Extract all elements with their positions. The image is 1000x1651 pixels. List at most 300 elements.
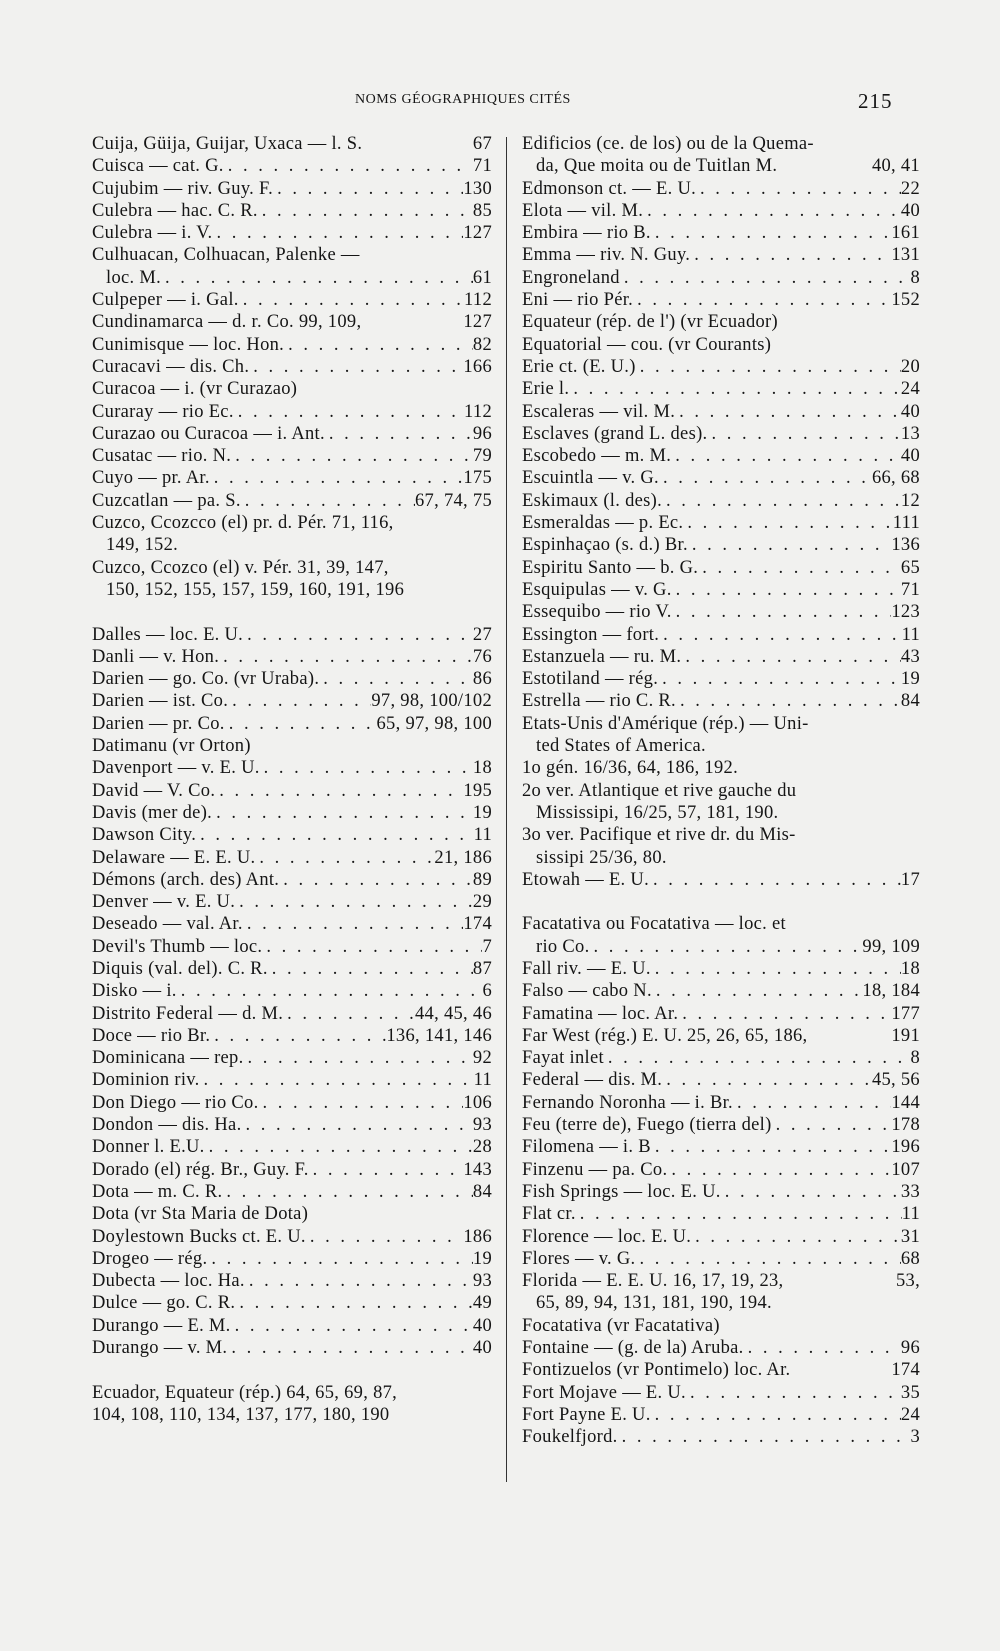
entry-name: Espiritu Santo — b. G. (522, 557, 699, 578)
dot-leader (691, 1226, 901, 1248)
entry-name: Curazao ou Curacoa — i. Ant. (92, 423, 325, 444)
index-entry (522, 1270, 920, 1292)
index-entry (522, 1025, 920, 1047)
entry-page-ref: 196 (891, 1137, 920, 1158)
entry-page-ref: 84 (900, 691, 920, 712)
index-entry: Focatativa (vr Facatativa) (522, 1315, 720, 1336)
index-entry (522, 244, 920, 266)
dot-leader (696, 178, 901, 200)
entry-page-ref: 177 (891, 1003, 920, 1024)
dot-leader (744, 1337, 901, 1359)
entry-page-ref: 127 (463, 223, 492, 244)
index-entry (522, 1382, 920, 1404)
entry-page-ref: 6 (482, 981, 492, 1002)
entry-name: Essequibo — rio V. (522, 602, 672, 623)
index-entry: Edificios (ce. de los) ou de la Quema- (522, 134, 814, 154)
index-entry (522, 1248, 920, 1270)
entry-name: Fish Springs — loc. E. U. (522, 1181, 721, 1202)
dot-leader (212, 222, 463, 244)
dot-leader (325, 423, 473, 445)
entry-page-ref: 53, (895, 1271, 920, 1292)
entry-name: Delaware — E. E. U. (92, 847, 256, 868)
entry-page-ref: 45, 56 (871, 1070, 920, 1091)
entry-page-ref: 112 (464, 401, 492, 422)
section-gap (92, 601, 492, 623)
entry-name: Dubecta — loc. Ha. (92, 1271, 245, 1292)
entry-page-ref: 79 (472, 446, 492, 467)
index-entry (522, 534, 920, 556)
entry-page-ref: 40 (900, 401, 920, 422)
entry-name: Dondon — dis. Ha. (92, 1115, 242, 1136)
index-entry: Facatativa ou Focatativa — loc. et (522, 914, 786, 935)
dot-leader (210, 467, 464, 489)
entry-page-ref: 33 (900, 1181, 920, 1202)
index-entry: 1o gén. 16/36, 64, 186, 192. (522, 758, 739, 779)
dot-leader (210, 1025, 386, 1047)
entry-page-ref: 35 (900, 1382, 920, 1403)
entry-page-ref: 85 (472, 200, 492, 221)
entry-page-ref: 174 (891, 1360, 920, 1381)
entry-name: Darien — pr. Co. (92, 713, 225, 734)
entry-page-ref: 49 (472, 1293, 492, 1314)
entry-name: Donner l. E.U. (92, 1137, 205, 1158)
dot-leader (268, 958, 473, 980)
entry-page-ref: 71 (472, 156, 492, 177)
index-entry (522, 980, 920, 1002)
dot-leader (260, 757, 473, 779)
entry-name: Fort Mojave — E. U. (522, 1382, 686, 1403)
entry-page-ref: 22 (900, 178, 920, 199)
entry-name: Dulce — go. C. R. (92, 1293, 236, 1314)
entry-page-ref: 175 (463, 468, 492, 489)
entry-name: Escuintla — v. G. (522, 468, 659, 489)
entry-name: Florence — loc. E. U. (522, 1226, 692, 1247)
dot-leader (212, 802, 473, 824)
index-entry (92, 445, 492, 467)
index-entry: Dota (vr Sta Maria de Dota) (92, 1204, 309, 1225)
index-entry: 104, 108, 110, 134, 137, 177, 180, 190 (92, 1404, 390, 1425)
index-entry (522, 1226, 920, 1248)
entry-page-ref: 11 (473, 825, 492, 846)
entry-page-ref: 3 (910, 1427, 920, 1448)
index-entry (92, 713, 492, 735)
entry-page-ref: 67 (472, 134, 492, 154)
index-entry (522, 601, 920, 623)
entry-page-ref: 89 (472, 869, 492, 890)
index-entry (92, 1047, 492, 1069)
entry-page-ref: 28 (472, 1137, 492, 1158)
index-entry (92, 1292, 492, 1314)
entry-name: Dorado (el) rég. Br., Guy. F. (92, 1159, 309, 1180)
entry-continuation: 149, 152. (106, 535, 179, 556)
index-entry: Datimanu (vr Orton) (92, 736, 251, 757)
dot-leader (284, 334, 473, 356)
index-entry (522, 1426, 920, 1448)
entry-name: Darien — go. Co. (vr Uraba). (92, 669, 320, 690)
index-entry (522, 222, 920, 244)
entry-name: Edmonson ct. — E. U. (522, 178, 697, 199)
entry-name: Feu (terre de), Fuego (tierra del) (522, 1115, 772, 1136)
entry-page-ref: 68 (900, 1248, 920, 1269)
entry-page-ref: 152 (891, 290, 920, 311)
index-entry: 3o ver. Pacifique et rive dr. du Mis- (522, 825, 796, 846)
entry-page-ref: 31 (900, 1226, 920, 1247)
index-entry (92, 869, 492, 891)
index-entry (92, 178, 492, 200)
dot-leader (222, 1181, 472, 1203)
entry-name: Eskimaux (l. des). (522, 490, 663, 511)
dot-leader (225, 713, 377, 735)
entry-page-ref: 92 (472, 1048, 492, 1069)
entry-name: Filomena — i. B (522, 1137, 651, 1158)
index-entry (92, 624, 492, 646)
entry-page-ref: 19 (472, 1248, 492, 1269)
dot-leader (243, 913, 464, 935)
index-entry (522, 1136, 920, 1158)
dot-leader (306, 1226, 463, 1248)
index-entry (92, 891, 492, 913)
dot-leader (721, 1181, 901, 1203)
index-entry (92, 913, 492, 935)
dot-leader (279, 869, 473, 891)
index-entry (522, 490, 920, 512)
entry-name: Federal — dis. M. (522, 1070, 663, 1091)
index-entry (522, 1203, 920, 1225)
entry-name: Cuyo — pr. Ar. (92, 468, 210, 489)
index-entry (522, 958, 920, 980)
dot-leader (219, 646, 473, 668)
entry-page-ref: 111 (892, 513, 920, 534)
dot-leader (659, 624, 901, 646)
index-entry (92, 467, 492, 489)
index-entry: Equateur (rép. de l') (vr Ecuador) (522, 312, 778, 333)
dot-leader (643, 200, 901, 222)
index-column-right (522, 133, 920, 1449)
entry-page-ref: 21, 186 (434, 847, 492, 868)
entry-name: Erie ct. (E. U.) (522, 356, 636, 377)
index-entry (92, 356, 492, 378)
entry-page-ref: 18, 184 (862, 981, 920, 1002)
dot-leader (590, 936, 863, 958)
index-entry (92, 1114, 492, 1136)
entry-name: Esmeraldas — p. Ec. (522, 513, 684, 534)
dot-leader (255, 847, 434, 869)
dot-leader (231, 445, 473, 467)
index-entry (522, 1181, 920, 1203)
dot-leader (205, 1136, 473, 1158)
index-entry (522, 467, 920, 489)
entry-page-ref: 11 (901, 624, 920, 645)
entry-page-ref: 19 (900, 669, 920, 690)
entry-page-ref: 67, 74, 75 (415, 490, 492, 511)
entry-name: Elota — vil. M. (522, 200, 644, 221)
entry-page-ref: 191 (891, 1025, 920, 1046)
index-entry (522, 356, 920, 378)
entry-page-ref: 107 (891, 1159, 920, 1180)
dot-leader (249, 356, 463, 378)
dot-leader (698, 557, 901, 579)
index-entry (522, 1114, 920, 1136)
index-entry (522, 1337, 920, 1359)
entry-page-ref: 178 (891, 1115, 920, 1136)
dot-leader (309, 1159, 464, 1181)
dot-leader (235, 891, 473, 913)
entry-page-ref: 7 (482, 936, 492, 957)
entry-name: Darien — ist. Co. (92, 691, 229, 712)
section-gap (522, 891, 920, 913)
entry-page-ref: 61 (472, 267, 492, 288)
dot-leader (662, 490, 901, 512)
dot-leader (245, 1270, 473, 1292)
dot-leader (662, 1069, 872, 1091)
index-entry (92, 155, 492, 177)
index-entry (522, 267, 920, 289)
entry-name: Cuisca — cat. G. (92, 156, 224, 177)
dot-leader (618, 1426, 911, 1448)
index-entry (522, 936, 920, 958)
entry-page-ref: 106 (463, 1092, 492, 1113)
entry-page-ref: 43 (900, 646, 920, 667)
index-entry (522, 1359, 920, 1381)
entry-name: Escobedo — m. M. (522, 446, 672, 467)
entry-page-ref: 27 (472, 624, 492, 645)
entry-page-ref: 18 (900, 958, 920, 979)
dot-leader (620, 267, 911, 289)
dot-leader (633, 289, 891, 311)
index-entry (92, 289, 492, 311)
entry-name: Curaray — rio Ec. (92, 401, 234, 422)
dot-leader (207, 1248, 473, 1270)
dot-leader (652, 980, 863, 1002)
section-gap (92, 1359, 492, 1381)
index-entry (522, 579, 920, 601)
entry-name: Deseado — val. Ar. (92, 914, 243, 935)
entry-page-ref: 11 (901, 1204, 920, 1225)
entry-name: Culpeper — i. Gal. (92, 290, 239, 311)
index-entry (92, 958, 492, 980)
index-entry (92, 1025, 492, 1047)
entry-page-ref: 96 (472, 423, 492, 444)
index-entry (92, 1270, 492, 1292)
dot-leader (243, 624, 473, 646)
entry-name: Espinhaçao (s. d.) Br. (522, 535, 688, 556)
entry-page-ref: 24 (900, 1404, 920, 1425)
entry-name: Florida — E. E. U. 16, 17, 19, 23, (522, 1271, 784, 1292)
running-title: NOMS GÉOGRAPHIQUES CITÉS (355, 92, 571, 107)
dot-leader (161, 267, 473, 289)
entry-name: Etowah — E. U. (522, 869, 649, 890)
entry-page-ref: 13 (900, 423, 920, 444)
entry-name: Falso — cabo N. (522, 981, 652, 1002)
entry-name: Flat cr. (522, 1204, 576, 1225)
entry-name: Fernando Noronha — i. Br. (522, 1092, 733, 1113)
dot-leader (683, 512, 892, 534)
entry-page-ref: 144 (891, 1092, 920, 1113)
index-entry (92, 401, 492, 423)
entry-page-ref: 93 (472, 1115, 492, 1136)
index-entry (92, 936, 492, 958)
dot-leader (196, 824, 473, 846)
entry-page-ref: 93 (472, 1271, 492, 1292)
entry-name: Doylestown Bucks ct. E. U. (92, 1226, 306, 1247)
index-entry (522, 557, 920, 579)
entry-page-ref: 65, 97, 98, 100 (376, 713, 492, 734)
index-entry (522, 668, 920, 690)
dot-leader (576, 1203, 902, 1225)
entry-name: Finzenu — pa. Co. (522, 1159, 668, 1180)
index-entry (92, 334, 492, 356)
entry-name: Dota — m. C. R. (92, 1181, 223, 1202)
index-entry (92, 1248, 492, 1270)
entry-name: Devil's Thumb — loc. (92, 936, 263, 957)
index-entry (92, 780, 492, 802)
index-entry (92, 267, 492, 289)
dot-leader (733, 1092, 891, 1114)
entry-name: Estotiland — rég. (522, 669, 659, 690)
index-entry (522, 401, 920, 423)
dot-leader (235, 1292, 473, 1314)
entry-page-ref: 19 (472, 802, 492, 823)
entry-name: Eni — rio Pér. (522, 290, 634, 311)
index-entry (92, 1337, 492, 1359)
index-entry: 2o ver. Atlantique et rive gauche du (522, 780, 797, 801)
index-entry (522, 624, 920, 646)
index-entry (92, 847, 492, 869)
entry-name: Esquipulas — v. G. (522, 579, 672, 600)
dot-leader (690, 244, 891, 266)
entry-page-ref: 71 (900, 579, 920, 600)
entry-name: Essington — fort. (522, 624, 660, 645)
entry-page-ref: 86 (472, 669, 492, 690)
entry-name: Culebra — hac. C. R. (92, 200, 258, 221)
entry-name: Fayat inlet (522, 1048, 604, 1069)
entry-page-ref: 76 (472, 646, 492, 667)
entry-name: Cundinamarca — d. r. Co. 99, 109, (92, 312, 362, 333)
entry-page-ref: 40 (900, 446, 920, 467)
entry-name: Cusatac — rio. N. (92, 446, 232, 467)
entry-name: Cuija, Güija, Guijar, Uxaca — l. S. (92, 134, 363, 154)
index-entry: Curacoa — i. (vr Curazao) (92, 379, 298, 400)
index-entry (92, 200, 492, 222)
dot-leader (658, 668, 901, 690)
dot-leader (227, 1337, 473, 1359)
index-entry (522, 1159, 920, 1181)
index-entry (92, 1003, 492, 1025)
entry-name: Far West (rég.) E. U. 25, 26, 65, 186, (522, 1025, 808, 1046)
entry-page-ref: 112 (464, 290, 492, 311)
dot-leader (283, 1003, 415, 1025)
entry-page-ref: 66, 68 (871, 468, 920, 489)
index-entry (92, 1092, 492, 1114)
entry-page-ref: 174 (463, 914, 492, 935)
dot-leader (231, 1315, 473, 1337)
entry-name: Embira — rio B. (522, 223, 651, 244)
dot-leader (651, 958, 901, 980)
entry-continuation: Mississipi, 16/25, 57, 181, 190. (536, 802, 779, 823)
index-entry (92, 802, 492, 824)
index-entry (92, 423, 492, 445)
dot-leader (258, 200, 473, 222)
entry-name: Cujubim — riv. Guy. F. (92, 178, 274, 199)
entry-page-ref: 20 (900, 356, 920, 377)
column-divider (506, 137, 507, 1482)
entry-name: Estrella — rio C. R. (522, 691, 676, 712)
dot-leader (241, 490, 415, 512)
entry-name: Cuzcatlan — pa. S. (92, 490, 241, 511)
page-header (0, 90, 1000, 114)
entry-name: Erie l. (522, 379, 570, 400)
entry-name: Durango — E. M. (92, 1315, 231, 1336)
entry-name: Emma — riv. N. Guy. (522, 245, 691, 266)
index-entry: Etats-Unis d'Amérique (rép.) — Uni- (522, 713, 809, 734)
entry-page-ref: 40 (472, 1315, 492, 1336)
dot-leader (635, 1248, 900, 1270)
entry-page-ref: 12 (900, 490, 920, 511)
entry-page-ref: 131 (891, 245, 920, 266)
entry-page-ref: 24 (900, 379, 920, 400)
index-entry (92, 1069, 492, 1091)
index-entry (522, 1404, 920, 1426)
entry-name: Don Diego — rio Co. (92, 1092, 259, 1113)
index-entry (522, 445, 920, 467)
index-entry (522, 155, 920, 177)
entry-page-ref: 123 (891, 602, 920, 623)
entry-page-ref: 29 (472, 892, 492, 913)
entry-name: Diquis (val. del). C. R. (92, 958, 268, 979)
entry-name: Curacavi — dis. Ch. (92, 356, 250, 377)
entry-name: rio Co. (536, 936, 590, 957)
index-entry (92, 311, 492, 333)
dot-leader (273, 178, 463, 200)
entry-page-ref: 87 (472, 958, 492, 979)
entry-page-ref: 143 (463, 1159, 492, 1180)
entry-name: Famatina — loc. Ar. (522, 1003, 679, 1024)
index-entry (522, 1069, 920, 1091)
index-column-left (92, 133, 492, 1426)
entry-page-ref: 195 (463, 780, 492, 801)
dot-leader (234, 401, 464, 423)
entry-page-ref: 99, 109 (862, 936, 920, 957)
entry-page-ref: 40 (900, 200, 920, 221)
entry-name: Fontaine — (g. de la) Aruba. (522, 1338, 744, 1359)
dot-leader (671, 445, 901, 467)
dot-leader (239, 289, 464, 311)
entry-page-ref: 17 (900, 869, 920, 890)
entry-continuation: sissipi 25/36, 80. (536, 847, 667, 868)
entry-name: Engroneland (522, 267, 620, 288)
entry-page-ref: 136, 141, 146 (386, 1025, 492, 1046)
index-entry (92, 490, 492, 512)
entry-continuation: ted States of America. (536, 736, 706, 757)
entry-page-ref: 166 (463, 356, 492, 377)
entry-page-ref: 8 (910, 267, 920, 288)
dot-leader (200, 1069, 474, 1091)
entry-page-ref: 40 (472, 1338, 492, 1359)
index-entry: Ecuador, Equateur (rép.) 64, 65, 69, 87, (92, 1382, 398, 1403)
dot-leader (215, 780, 463, 802)
index-entry (92, 1315, 492, 1337)
index-entry: Equatorial — cou. (vr Courants) (522, 334, 772, 355)
index-entry (92, 222, 492, 244)
dot-leader (675, 401, 901, 423)
entry-continuation: 65, 89, 94, 131, 181, 190, 194. (536, 1293, 772, 1314)
entry-name: Escaleras — vil. M. (522, 401, 676, 422)
index-entry (522, 869, 920, 891)
entry-name: Flores — v. G. (522, 1248, 636, 1269)
index-entry (92, 1159, 492, 1181)
dot-leader (688, 534, 891, 556)
index-entry: Cuzco, Ccozcco (el) pr. d. Pér. 71, 116, (92, 513, 394, 534)
